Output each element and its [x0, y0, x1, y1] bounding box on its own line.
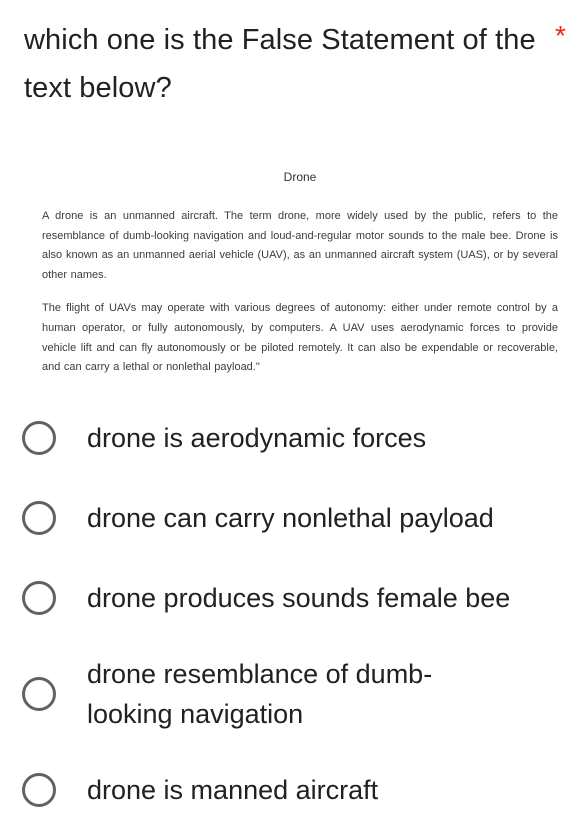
- passage-paragraph: The flight of UAVs may operate with various degrees of autonomy: either under remote control by a human operator, or fully autonomously, by computers. A UAV uses aerodynamic forces to provide vehicle lift and can fly autonomously or be piloted remotely. It can also be expendable or recoverable, and can carry a lethal or nonlethal payload.": [42, 302, 558, 374]
- option-nonlethal-payload[interactable]: [22, 498, 572, 538]
- passage-image: [42, 167, 558, 392]
- radio-button[interactable]: [22, 501, 56, 535]
- radio-button[interactable]: [22, 773, 56, 807]
- option-label: drone can carry nonlethal payload: [87, 503, 494, 533]
- radio-button[interactable]: [22, 677, 56, 711]
- option-label: drone is aerodynamic forces: [87, 423, 427, 453]
- option-aerodynamic-forces[interactable]: [22, 418, 572, 458]
- option-label: drone produces sounds female bee: [87, 583, 511, 613]
- passage-title: Drone: [283, 170, 317, 184]
- option-label: drone is manned aircraft: [87, 775, 379, 805]
- radio-button[interactable]: [22, 421, 56, 455]
- required-asterisk: *: [555, 20, 566, 51]
- passage-paragraph: A drone is an unmanned aircraft. The term drone, more widely used by the public, refers to the resemblance of dumb-looking navigation and loud-and-regular motor sounds to the male bee. Drone is also known as an unmanned aerial vehicle (UAV), as an unmanned aircraft system (UAS), or by several other names.: [42, 210, 558, 281]
- question-title: which one is the False Statement of the text below?: [24, 24, 536, 104]
- option-label: drone resemblance of dumb-looking navigation: [87, 659, 433, 729]
- radio-button[interactable]: [22, 581, 56, 615]
- option-manned-aircraft[interactable]: [22, 770, 572, 810]
- option-female-bee[interactable]: [22, 578, 572, 618]
- option-dumb-looking-navigation[interactable]: [22, 654, 572, 734]
